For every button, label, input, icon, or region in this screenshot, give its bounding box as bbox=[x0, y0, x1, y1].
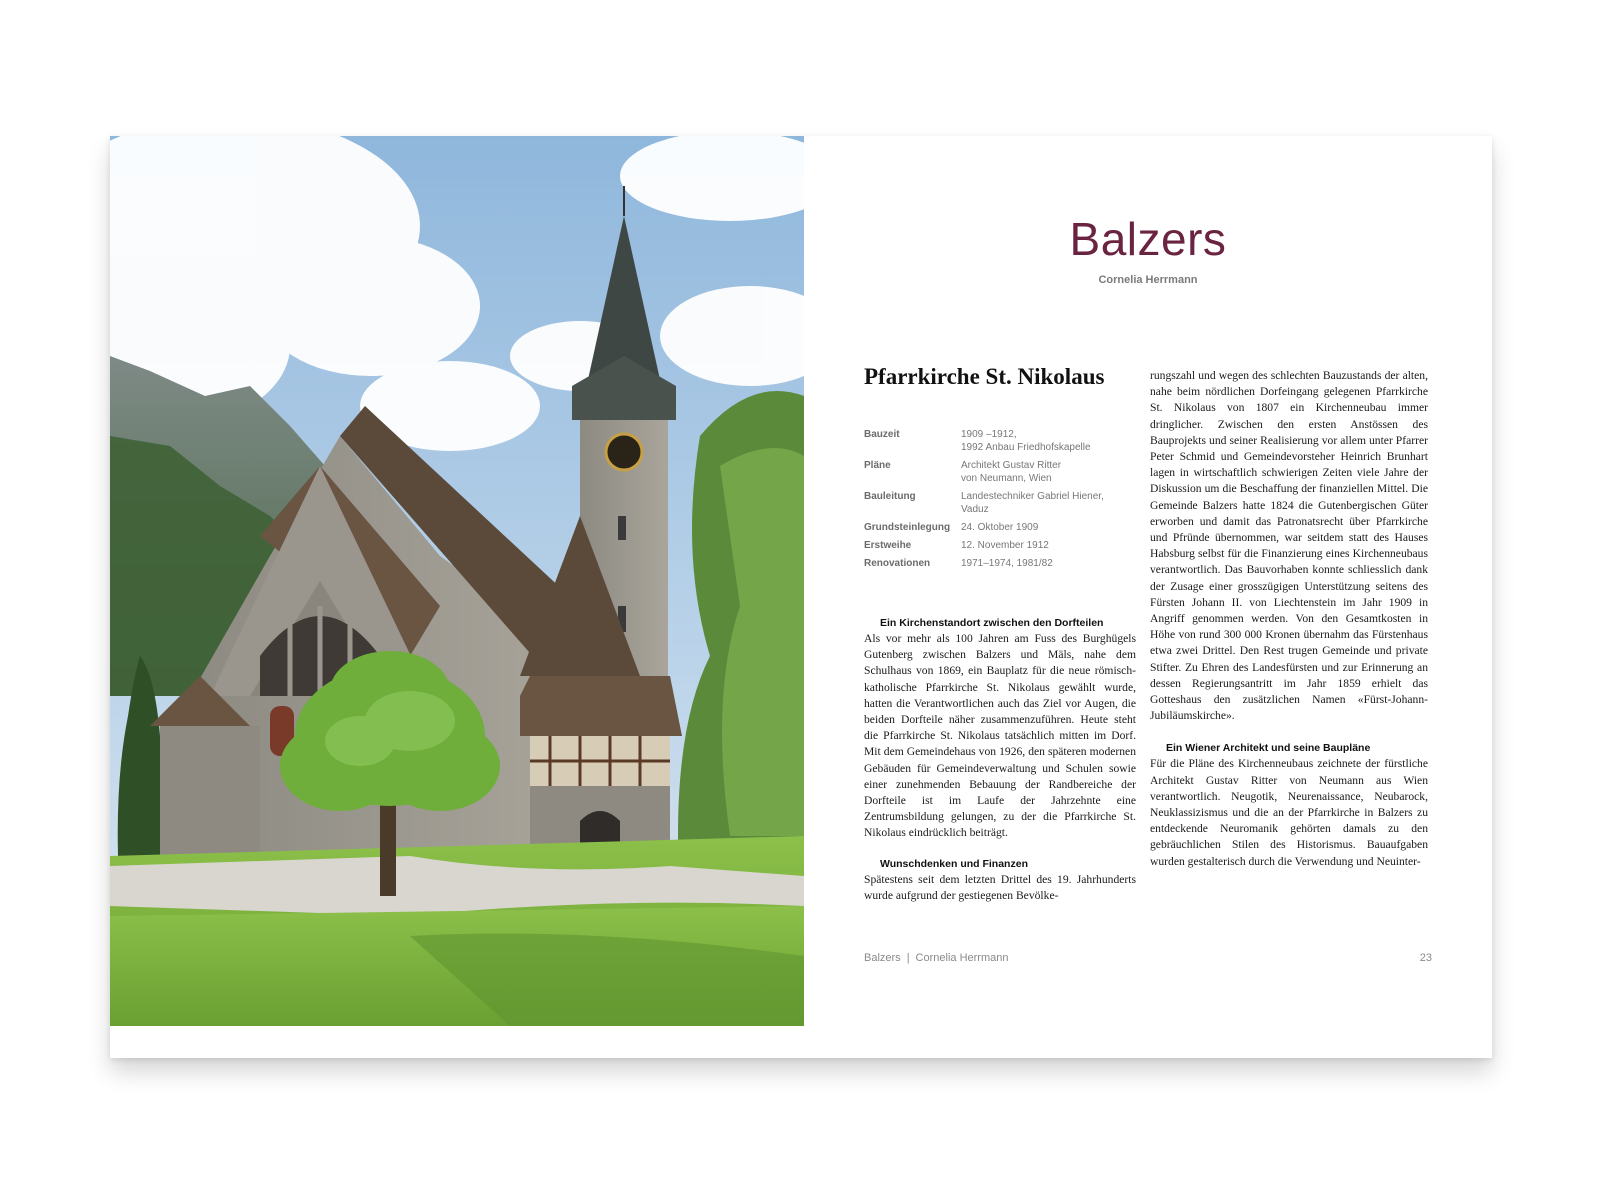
page-number: 23 bbox=[1419, 952, 1432, 964]
footer-separator: | bbox=[906, 952, 910, 964]
facts-label: Pläne bbox=[864, 460, 891, 471]
body-paragraph: rungszahl und wegen des schlechten Bauzustands der alten, nahe beim nördlichen Dorfeingang gelegenen Pfarrkirche St. Nikolaus von 1807 ein Kirchenneubau immer dringlicher. Zwischen den ersten Anstössen des Bauprojekts und seiner Realisierung vor allem unter Pfarrer Peter Schmid und Gemeindevorsteher Heinrich Brunhart lagen in wirtschaftlich schwierigen Zeiten viele Jahre der Diskussion um die Beschaffung der finanziellen Mittel. Die Gemeinde Balzers hatte 1824 die Gutenbergischen Güter erworben und damit das Patronatsrecht über Pfarrkirche und Pfründe übernommen, war seitdem statt des Hauses Habsburg selbst für die Finanzierung eines Kirchenneubaus verantwortlich. Das Bauvorhaben konnte schliesslich dank der Zusage einer grosszügigen Unterstützung seitens des Fürsten Johann II. von Liechtenstein im Jahr 1909 in Angriff genommen werden. Von den Gesamtkosten in Höhe von rund 300 000 Kronen übernahm das Fürstenhaus etwa zwei Drittel. Den Rest trugen Gemeinde und private Stifter. Zu Ehren des Landesfürsten und zur Erinnerung an dessen Regierungsantritt im Jahr 1859 erhielt das Gotteshaus den zusätzlichen Namen «Fürst-Johann-Jubiläumskirche». bbox=[1150, 369, 1428, 723]
facts-row bbox=[864, 521, 1136, 539]
facts-label: Grundsteinlegung bbox=[864, 522, 951, 533]
left-page bbox=[110, 136, 804, 1058]
facts-value: 24. Oktober 1909 bbox=[961, 522, 1039, 533]
facts-label: Bauzeit bbox=[864, 429, 900, 440]
subheading: Ein Kirchenstandort zwischen den Dorfteilen bbox=[880, 617, 1104, 629]
running-footer bbox=[864, 952, 1008, 964]
subheading: Ein Wiener Architekt und seine Baupläne bbox=[1166, 742, 1371, 755]
facts-row bbox=[864, 428, 1136, 459]
church-photo-illustration bbox=[110, 136, 804, 1026]
book-spread bbox=[110, 136, 1492, 1058]
facts-value: 12. November 1912 bbox=[961, 540, 1049, 551]
running-author: Cornelia Herrmann bbox=[915, 952, 1009, 964]
body-paragraph: Spätestens seit dem letzten Drittel des 19. Jahrhunderts wurde aufgrund der gestiegenen Bevölke- bbox=[864, 872, 1136, 902]
facts-label: Erstweihe bbox=[864, 540, 912, 551]
facts-label: Bauleitung bbox=[864, 491, 916, 502]
chapter-author: Cornelia Herrmann bbox=[1098, 274, 1198, 286]
text-column-left bbox=[864, 364, 1136, 904]
facts-row bbox=[864, 490, 1136, 521]
body-paragraph: Für die Pläne des Kirchenneubaus zeichnete der fürstliche Architekt Gustav Ritter von Neumann aus Wien verantwortlich. Neugotik, Neurenaissance, Neubarock, Neuklassizismus und die an der Pfarrkirche in Balzers zu entdeckende Neuromanik gehörten damals zu den gebräuchlichen Stilen des Historismus. Bauaufgaben wurden gestalterisch durch die Verwendung und Neuinter- bbox=[1150, 757, 1428, 868]
text-column-right bbox=[1150, 368, 1428, 870]
facts-value: Landestechniker Gabriel Hiener, Vaduz bbox=[961, 491, 1104, 515]
body-paragraph: Als vor mehr als 100 Jahren am Fuss des Burghügels Gutenberg zwischen Balzers und Mäls, nahe dem Schulhaus von 1869, ein Bauplatz für die neue römisch-katholische Pfarrkirche St. Nikolaus gewählt wurde, hatten die Verantwortlichen auch das Ziel vor Augen, die beiden Dorfteile näher zusammenzuführen. Heute steht die Pfarrkirche St. Nikolaus tatsächlich mitten im Dorf. Mit dem Gemeindehaus von 1926, den späteren modernen Gebäuden für Gemeindeverwaltung und Schulen sowie einer zunehmenden Bebauung der Randbereiche der Dorfteile ist im Laufe der Jahrzehnte eine Zentrumsbildung gelungen, zu der die Pfarrkirche St. Nikolaus eindrücklich beiträgt. bbox=[864, 632, 1136, 840]
facts-row bbox=[864, 557, 1136, 575]
facts-value: 1971–1974, 1981/82 bbox=[961, 558, 1053, 569]
facts-row bbox=[864, 539, 1136, 557]
church-photo bbox=[110, 136, 804, 1026]
facts-value: Architekt Gustav Ritter von Neumann, Wien bbox=[961, 460, 1062, 484]
running-title: Balzers bbox=[864, 952, 901, 964]
facts-value: 1909 –1912, 1992 Anbau Friedhofskapelle bbox=[961, 429, 1091, 453]
facts-table bbox=[864, 428, 1136, 575]
facts-label: Renovationen bbox=[864, 558, 931, 569]
right-page bbox=[804, 136, 1492, 1058]
subheading: Wunschdenken und Finanzen bbox=[880, 857, 1028, 870]
chapter-title: Balzers bbox=[1069, 213, 1227, 265]
facts-row bbox=[864, 459, 1136, 490]
section-title: Pfarrkirche St. Nikolaus bbox=[864, 364, 1105, 389]
